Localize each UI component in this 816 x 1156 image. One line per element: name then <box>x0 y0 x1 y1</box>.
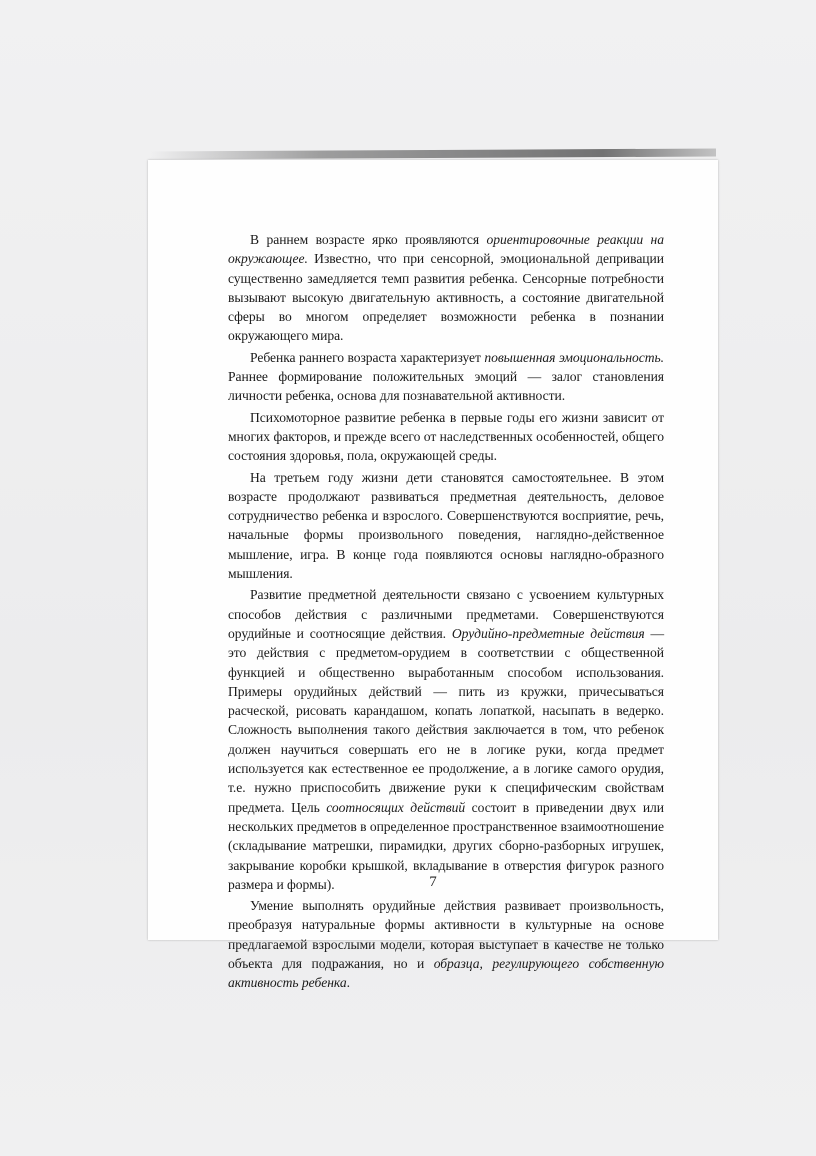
italic-term: соотносящих действий <box>326 799 466 815</box>
paragraph-3: Психомоторное развитие ребенка в первые годы его жизни зависит от многих факторов, и прежде всего от наследственных особенностей, общего состояния здоровья, пола, окружающей среды. <box>228 409 664 464</box>
italic-term: повышенная эмоциональность. <box>484 349 664 365</box>
page-number: 7 <box>429 874 437 890</box>
italic-term: образца, регулирующего собственную активность ребенка <box>228 955 664 991</box>
italic-term: ориентировочные реакции на окружающее. <box>228 232 664 267</box>
paragraph-5: Развитие предметной деятельности связано с усвоением культурных способов действия с различными предметами. Совершенствуются орудийные и соотносящие действия. Орудийно-предметные действия — это действия с предметом-орудием в соответствии с общественной функцией и общественно выработанным способом использования. Примеры орудийных действий — пить из кружки, причесываться расческой, рисовать карандашом, копать лопаткой, насыпать в ведерко. Сложность выполнения такого действия заключается в том, что ребенок должен научиться совершать его не в логике руки, когда предмет используется как естественное ее продолжение, а в логике самого орудия, т.е. нужно приспособить движение руки к специфическим свойствам предмета. Цель соотносящих действий состоит в приведении двух или нескольких предметов в определенное пространственное взаимоотношение (складывание матрешки, пирамидки, других сборно-разборных игрушек, закрывание коробки крышкой, вкладывание в отверстия фигурок разного размера и формы). <box>228 587 664 892</box>
italic-term: Орудийно-предметные действия <box>451 625 645 641</box>
paragraph-4: На третьем году жизни дети становятся самостоятельнее. В этом возрасте продолжают развиваться предметная деятельность, деловое сотрудничество ребенка и взрослого. Совершенствуются восприятие, речь, начальные формы произвольного поведения, наглядно-действенное мышление, игра. В конце года появляются основы наглядно-образного мышления. <box>228 469 664 582</box>
paragraph-1: В раннем возрасте ярко проявляются ориентировочные реакции на окружающее. Известно, что при сенсорной, эмоциональной депривации существенно замедляется темп развития ребенка. Сенсорные потребности вызывают высокую двигательную активность, а состояние двигательной сферы во многом определяет возможности ребенка в познании окружающего мира. <box>228 232 664 344</box>
book-page <box>148 160 718 991</box>
paragraph-2: Ребенка раннего возраста характеризует повышенная эмоциональность. Раннее формирование положительных эмоций — залог становления личности ребенка, основа для познавательной активности. <box>228 349 664 404</box>
paragraph-6: Умение выполнять орудийные действия развивает произвольность, преобразуя натуральные формы активности в культурные на основе предлагаемой взрослыми модели, которая выступает в качестве не только объекта для подражания, но и образца, регулирующего собственную активность ребенка. <box>228 898 664 991</box>
